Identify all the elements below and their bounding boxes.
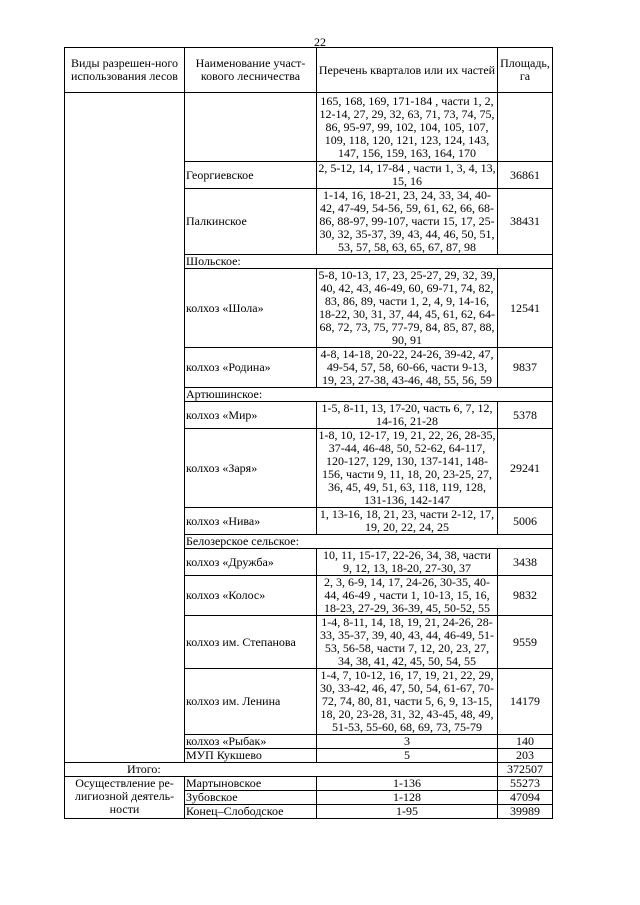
area-value: 47094 xyxy=(498,791,553,805)
district-name: колхоз «Мир» xyxy=(185,402,317,429)
district-name: Георгиевское xyxy=(185,162,317,189)
district-name: МУП Кукшево xyxy=(185,749,317,763)
quarters-list: 1, 13-16, 18, 21, 23, части 2-12, 17, 19, 20, 22, 24, 25 xyxy=(317,508,498,535)
header-use-type: Виды разрешен-ного использования лесов xyxy=(65,48,185,93)
area-value: 38431 xyxy=(498,189,553,255)
quarters-list: 1-128 xyxy=(317,791,498,805)
quarters-list: 165, 168, 169, 171-184 , части 1, 2, 12-14, 27, 29, 32, 63, 71, 73, 74, 75, 86, 95-97, 99, 102, 104, 105, 107, 109, 118, 120, 121, 123, 124, 143, 147, 156, 159, 163, 164, 170 xyxy=(317,93,498,162)
total-label: Итого: xyxy=(65,763,498,777)
area-value: 3438 xyxy=(498,549,553,576)
area-value: 9837 xyxy=(498,348,553,388)
page-number: 22 xyxy=(314,35,326,49)
quarters-list: 5-8, 10-13, 17, 23, 25-27, 29, 32, 39, 40, 42, 43, 46-49, 60, 69-71, 74, 82, 83, 86, 89, части 1, 2, 4, 9, 14-16, 18-22, 30, 31, 37, 44, 45, 61, 62, 64-68, 72, 73, 75, 77-79, 84, 85, 87, 88, 90, 91 xyxy=(318,268,496,347)
district-name: колхоз «Дружба» xyxy=(185,549,317,576)
area-value: 39989 xyxy=(498,805,553,819)
district-name: колхоз им. Степанова xyxy=(185,616,317,669)
area-value: 9559 xyxy=(498,616,553,669)
area-value: 36861 xyxy=(498,162,553,189)
quarters-list: 1-4, 8-11, 14, 18, 19, 21, 24-26, 28-33, 35-37, 39, 40, 43, 44, 46-49, 51-53, 56-58, части 7, 12, 20, 23, 27, 34, 38, 41, 42, 45, 50, 54, 55 xyxy=(317,616,498,669)
use-type-cell xyxy=(65,93,185,763)
area-value: 9832 xyxy=(498,576,553,616)
area-value: 12541 xyxy=(498,269,553,348)
section-label: Белозерское сельское: xyxy=(185,535,553,549)
table-row xyxy=(65,93,553,162)
quarters-list: 4-8, 14-18, 20-22, 24-26, 39-42, 47, 49-54, 57, 58, 60-66, части 9-13, 19, 23, 27-38, 43-46, 48, 55, 56, 59 xyxy=(317,348,498,388)
district-name: Мартыновское xyxy=(185,777,317,791)
area-value: 203 xyxy=(498,749,553,763)
use-type-cell: Осуществление ре-лигиозной деятель-ности xyxy=(65,777,185,819)
area-value: 55273 xyxy=(498,777,553,791)
district-name: Палкинское xyxy=(185,189,317,255)
quarters-list: 1-5, 8-11, 13, 17-20, часть 6, 7, 12, 14-16, 21-28 xyxy=(317,402,498,429)
total-area: 372507 xyxy=(498,763,553,777)
district-name: колхоз «Рыбак» xyxy=(185,735,317,749)
district-name: колхоз «Колос» xyxy=(185,576,317,616)
quarters-list: 3 xyxy=(317,735,498,749)
district-name: колхоз «Шола» xyxy=(185,269,317,348)
header-quarters: Перечень кварталов или их частей xyxy=(317,48,498,93)
forest-quarters-table xyxy=(64,47,553,819)
district-name: колхоз «Родина» xyxy=(185,348,317,388)
quarters-list: 2, 3, 6-9, 14, 17, 24-26, 30-35, 40-44, 46-49 , части 1, 10-13, 15, 16, 18-23, 27-29, 36-39, 45, 50-52, 55 xyxy=(317,576,498,616)
table-header-row xyxy=(65,48,553,93)
area-value: 29241 xyxy=(498,429,553,508)
district-name: колхоз «Заря» xyxy=(185,429,317,508)
header-area: Площадь, га xyxy=(498,48,553,93)
district-name: Конец–Слободское xyxy=(185,805,317,819)
quarters-list: 1-14, 16, 18-21, 23, 24, 33, 34, 40-42, 47-49, 54-56, 59, 61, 62, 66, 68-86, 88-97, 99-107, части 15, 17, 25-30, 32, 35-37, 39, 43, 44, 46, 50, 51, 53, 57, 58, 63, 65, 67, 87, 98 xyxy=(317,189,498,255)
area-value xyxy=(498,93,553,162)
district-name: колхоз «Нива» xyxy=(185,508,317,535)
section-label: Шольское: xyxy=(185,255,553,269)
quarters-list: 1-4, 7, 10-12, 16, 17, 19, 21, 22, 29, 30, 33-42, 46, 47, 50, 54, 61-67, 70-72, 74, 80, 81, части 5, 6, 9, 13-15, 18, 20, 23-28, 31, 32, 43-45, 48, 49, 51-53, 55-60, 68, 69, 73, 75-79 xyxy=(317,669,498,735)
total-row xyxy=(65,763,553,777)
district-name: Зубовское xyxy=(185,791,317,805)
quarters-list: 1-95 xyxy=(317,805,498,819)
header-district: Наименование участ-кового лесничества xyxy=(185,48,317,93)
quarters-list: 2, 5-12, 14, 17-84 , части 1, 3, 4, 13, 15, 16 xyxy=(318,161,496,188)
section-label: Артюшинское: xyxy=(185,388,553,402)
quarters-list: 5 xyxy=(317,749,498,763)
quarters-list: 1-136 xyxy=(317,777,498,791)
area-value: 14179 xyxy=(498,669,553,735)
area-value: 5006 xyxy=(498,508,553,535)
district-name: колхоз им. Ленина xyxy=(185,669,317,735)
quarters-list: 10, 11, 15-17, 22-26, 34, 38, части 9, 12, 13, 18-20, 27-30, 37 xyxy=(317,549,498,576)
area-value: 5378 xyxy=(498,402,553,429)
district-name xyxy=(185,93,317,162)
table-row xyxy=(65,777,553,791)
area-value: 140 xyxy=(498,735,553,749)
quarters-list: 1-8, 10, 12-17, 19, 21, 22, 26, 28-35, 37-44, 46-48, 50, 52-62, 64-117, 120-127, 129, 130, 137-141, 148-156, части 9, 11, 18, 20, 23-25, 27, 36, 45, 49, 51, 63, 118, 119, 128, 131-136, 142-147 xyxy=(318,428,496,507)
